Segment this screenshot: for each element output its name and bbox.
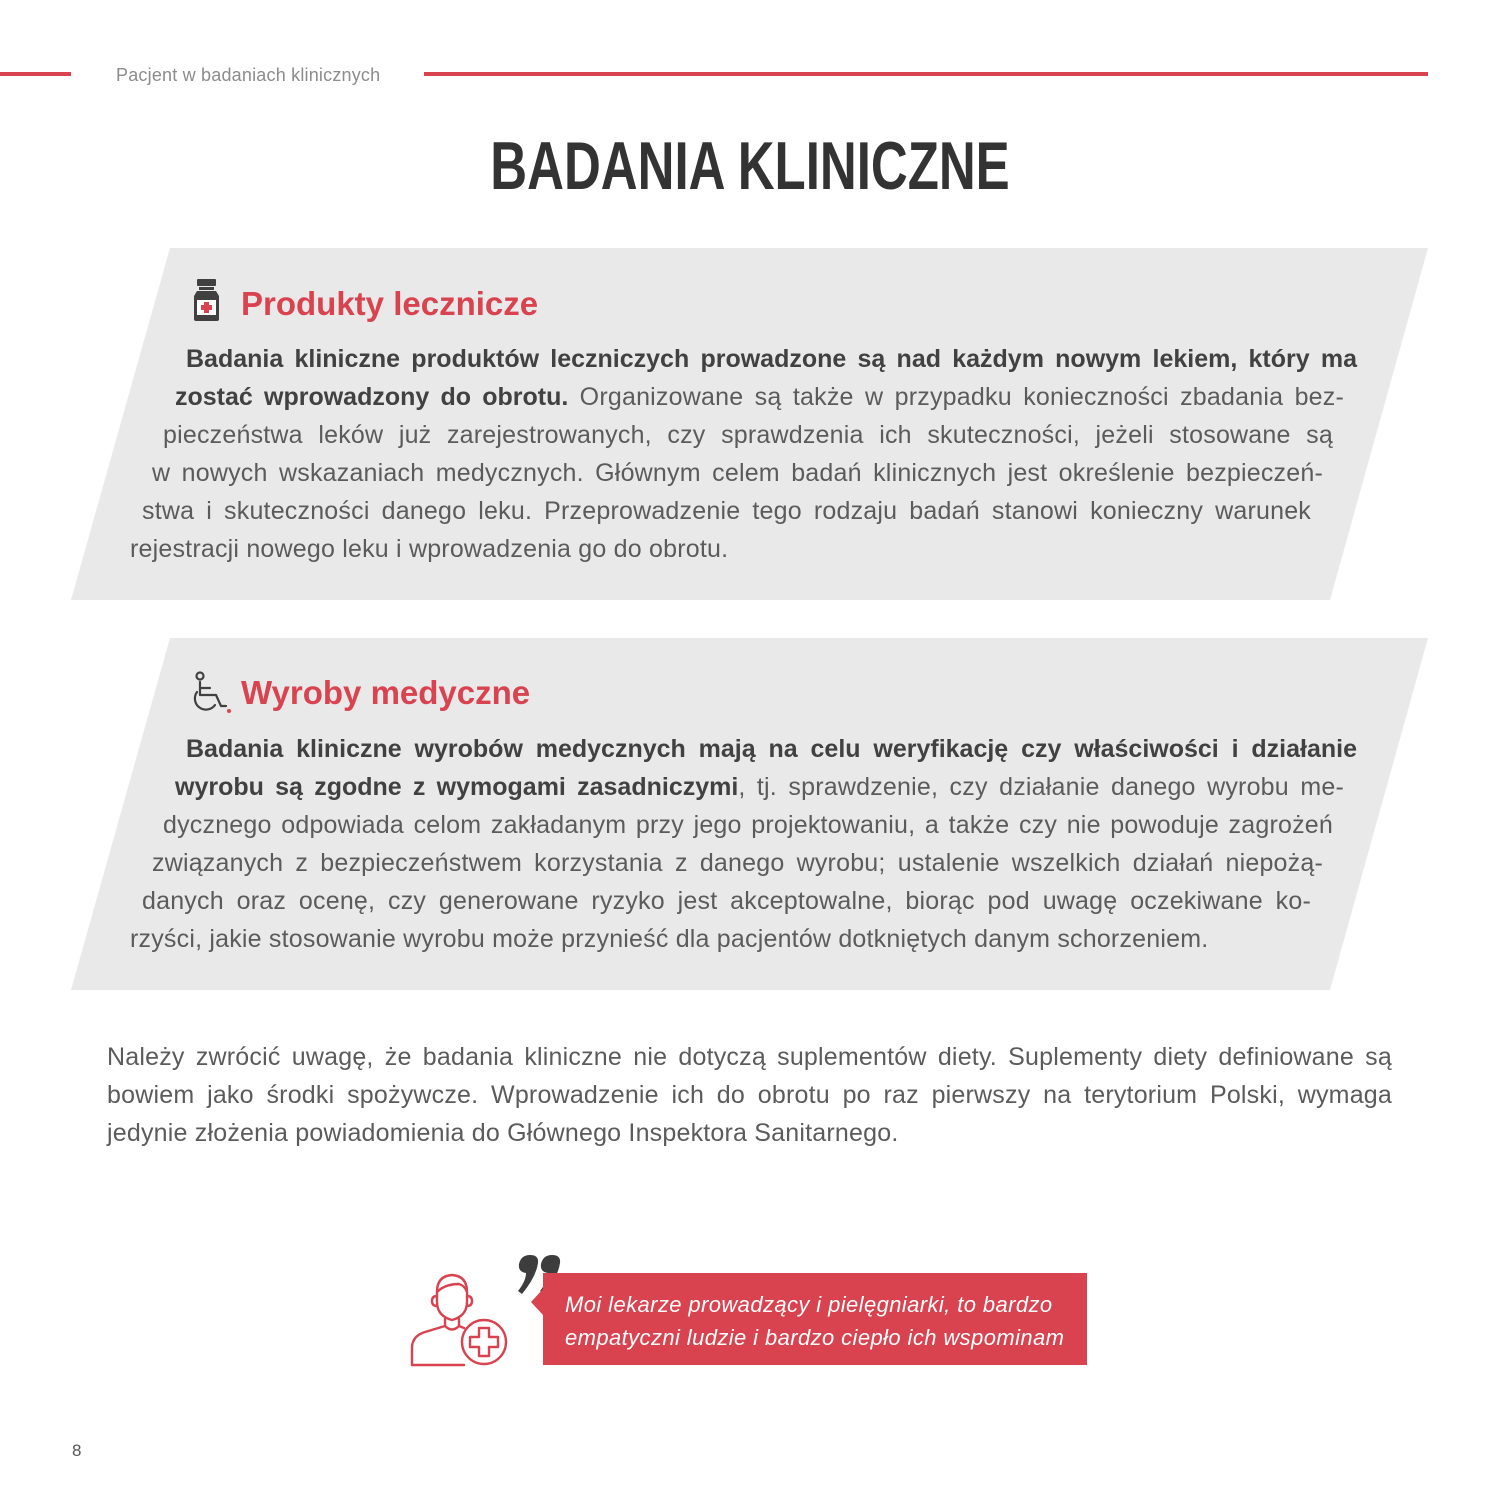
quote-box — [543, 1273, 1087, 1365]
body-text: , tj. sprawdzenie, czy działanie danego wyrobu me- — [738, 773, 1344, 801]
bold-text: wyrobu są zgodne z wymogami zasadniczymi — [175, 773, 739, 801]
note-line: Należy zwrócić uwagę, że badania kliniczne nie dotyczą suplementów diety. Suplementy diety definiowane są — [107, 1043, 1392, 1071]
quote-line: empatyczni ludzie i bardzo ciepło ich wspominam — [565, 1325, 1065, 1350]
panel-text-line — [163, 806, 1333, 844]
panel-text-line — [175, 378, 1344, 416]
panel-heading: Produkty lecznicze — [241, 285, 539, 322]
bold-text: Badania kliniczne wyrobów medycznych mają na celu weryfikację czy właściwości i działanie — [186, 735, 1357, 763]
header-rule-right — [424, 72, 1428, 76]
panel-text-line — [186, 340, 1357, 378]
quote-line: Moi lekarze prowadzący i pielęgniarki, to bardzo — [565, 1292, 1053, 1317]
panel-text-line — [142, 492, 1311, 530]
panel-text-line — [152, 454, 1323, 492]
note-line: jedynie złożenia powiadomienia do Głównego Inspektora Sanitarnego. — [107, 1119, 899, 1147]
panel-text-line — [142, 882, 1311, 920]
panel-text-line — [130, 920, 1310, 958]
panel-heading: Wyroby medyczne — [241, 674, 531, 711]
panel-text-line — [175, 768, 1344, 806]
body-text: w nowych wskazaniach medycznych. Głównym celem badań klinicznych jest określenie bezpieczeń- — [152, 459, 1323, 487]
panel-text-line — [163, 416, 1333, 454]
bold-text: Badania kliniczne produktów leczniczych prowadzone są nad każdym nowym lekiem, który ma — [186, 345, 1357, 373]
panel-text-line — [186, 730, 1357, 768]
body-text: dycznego odpowiada celom zakładanym przy jego projektowaniu, a także czy nie powoduje zagrożeń — [163, 811, 1333, 839]
panel-text-line — [130, 530, 1310, 568]
wheelchair-icon — [192, 671, 234, 715]
medicine-bottle-icon — [192, 278, 222, 322]
patient-medical-cross-icon — [409, 1270, 509, 1368]
header-rule-left — [0, 72, 71, 76]
page-title: BADANIA KLINICZNE — [490, 128, 1010, 204]
body-text: rzyści, jakie stosowanie wyrobu może przynieść dla pacjentów dotkniętych danym schorzeniem. — [130, 925, 1209, 953]
body-text: Organizowane są także w przypadku konieczności zbadania bez- — [568, 383, 1345, 411]
bold-text: zostać wprowadzony do obrotu. — [175, 383, 569, 411]
panel-text-line — [152, 844, 1323, 882]
body-text: stwa i skuteczności danego leku. Przeprowadzenie tego rodzaju badań stanowi konieczny warunek — [142, 497, 1311, 525]
body-text: rejestracji nowego leku i wprowadzenia go do obrotu. — [130, 535, 729, 563]
note-line: bowiem jako środki spożywcze. Wprowadzenie ich do obrotu po raz pierwszy na terytorium Polski, wymaga — [107, 1081, 1392, 1109]
body-text: pieczeństwa leków już zarejestrowanych, czy sprawdzenia ich skuteczności, jeżeli stosowane są — [163, 421, 1333, 449]
running-title: Pacjent w badaniach klinicznych — [116, 65, 381, 85]
body-text: danych oraz ocenę, czy generowane ryzyko jest akceptowalne, biorąc pod uwagę oczekiwane ko- — [142, 887, 1311, 915]
body-text: związanych z bezpieczeństwem korzystania z danego wyrobu; ustalenie wszelkich działań niepożą- — [152, 849, 1323, 877]
page-number: 8 — [72, 1441, 82, 1460]
